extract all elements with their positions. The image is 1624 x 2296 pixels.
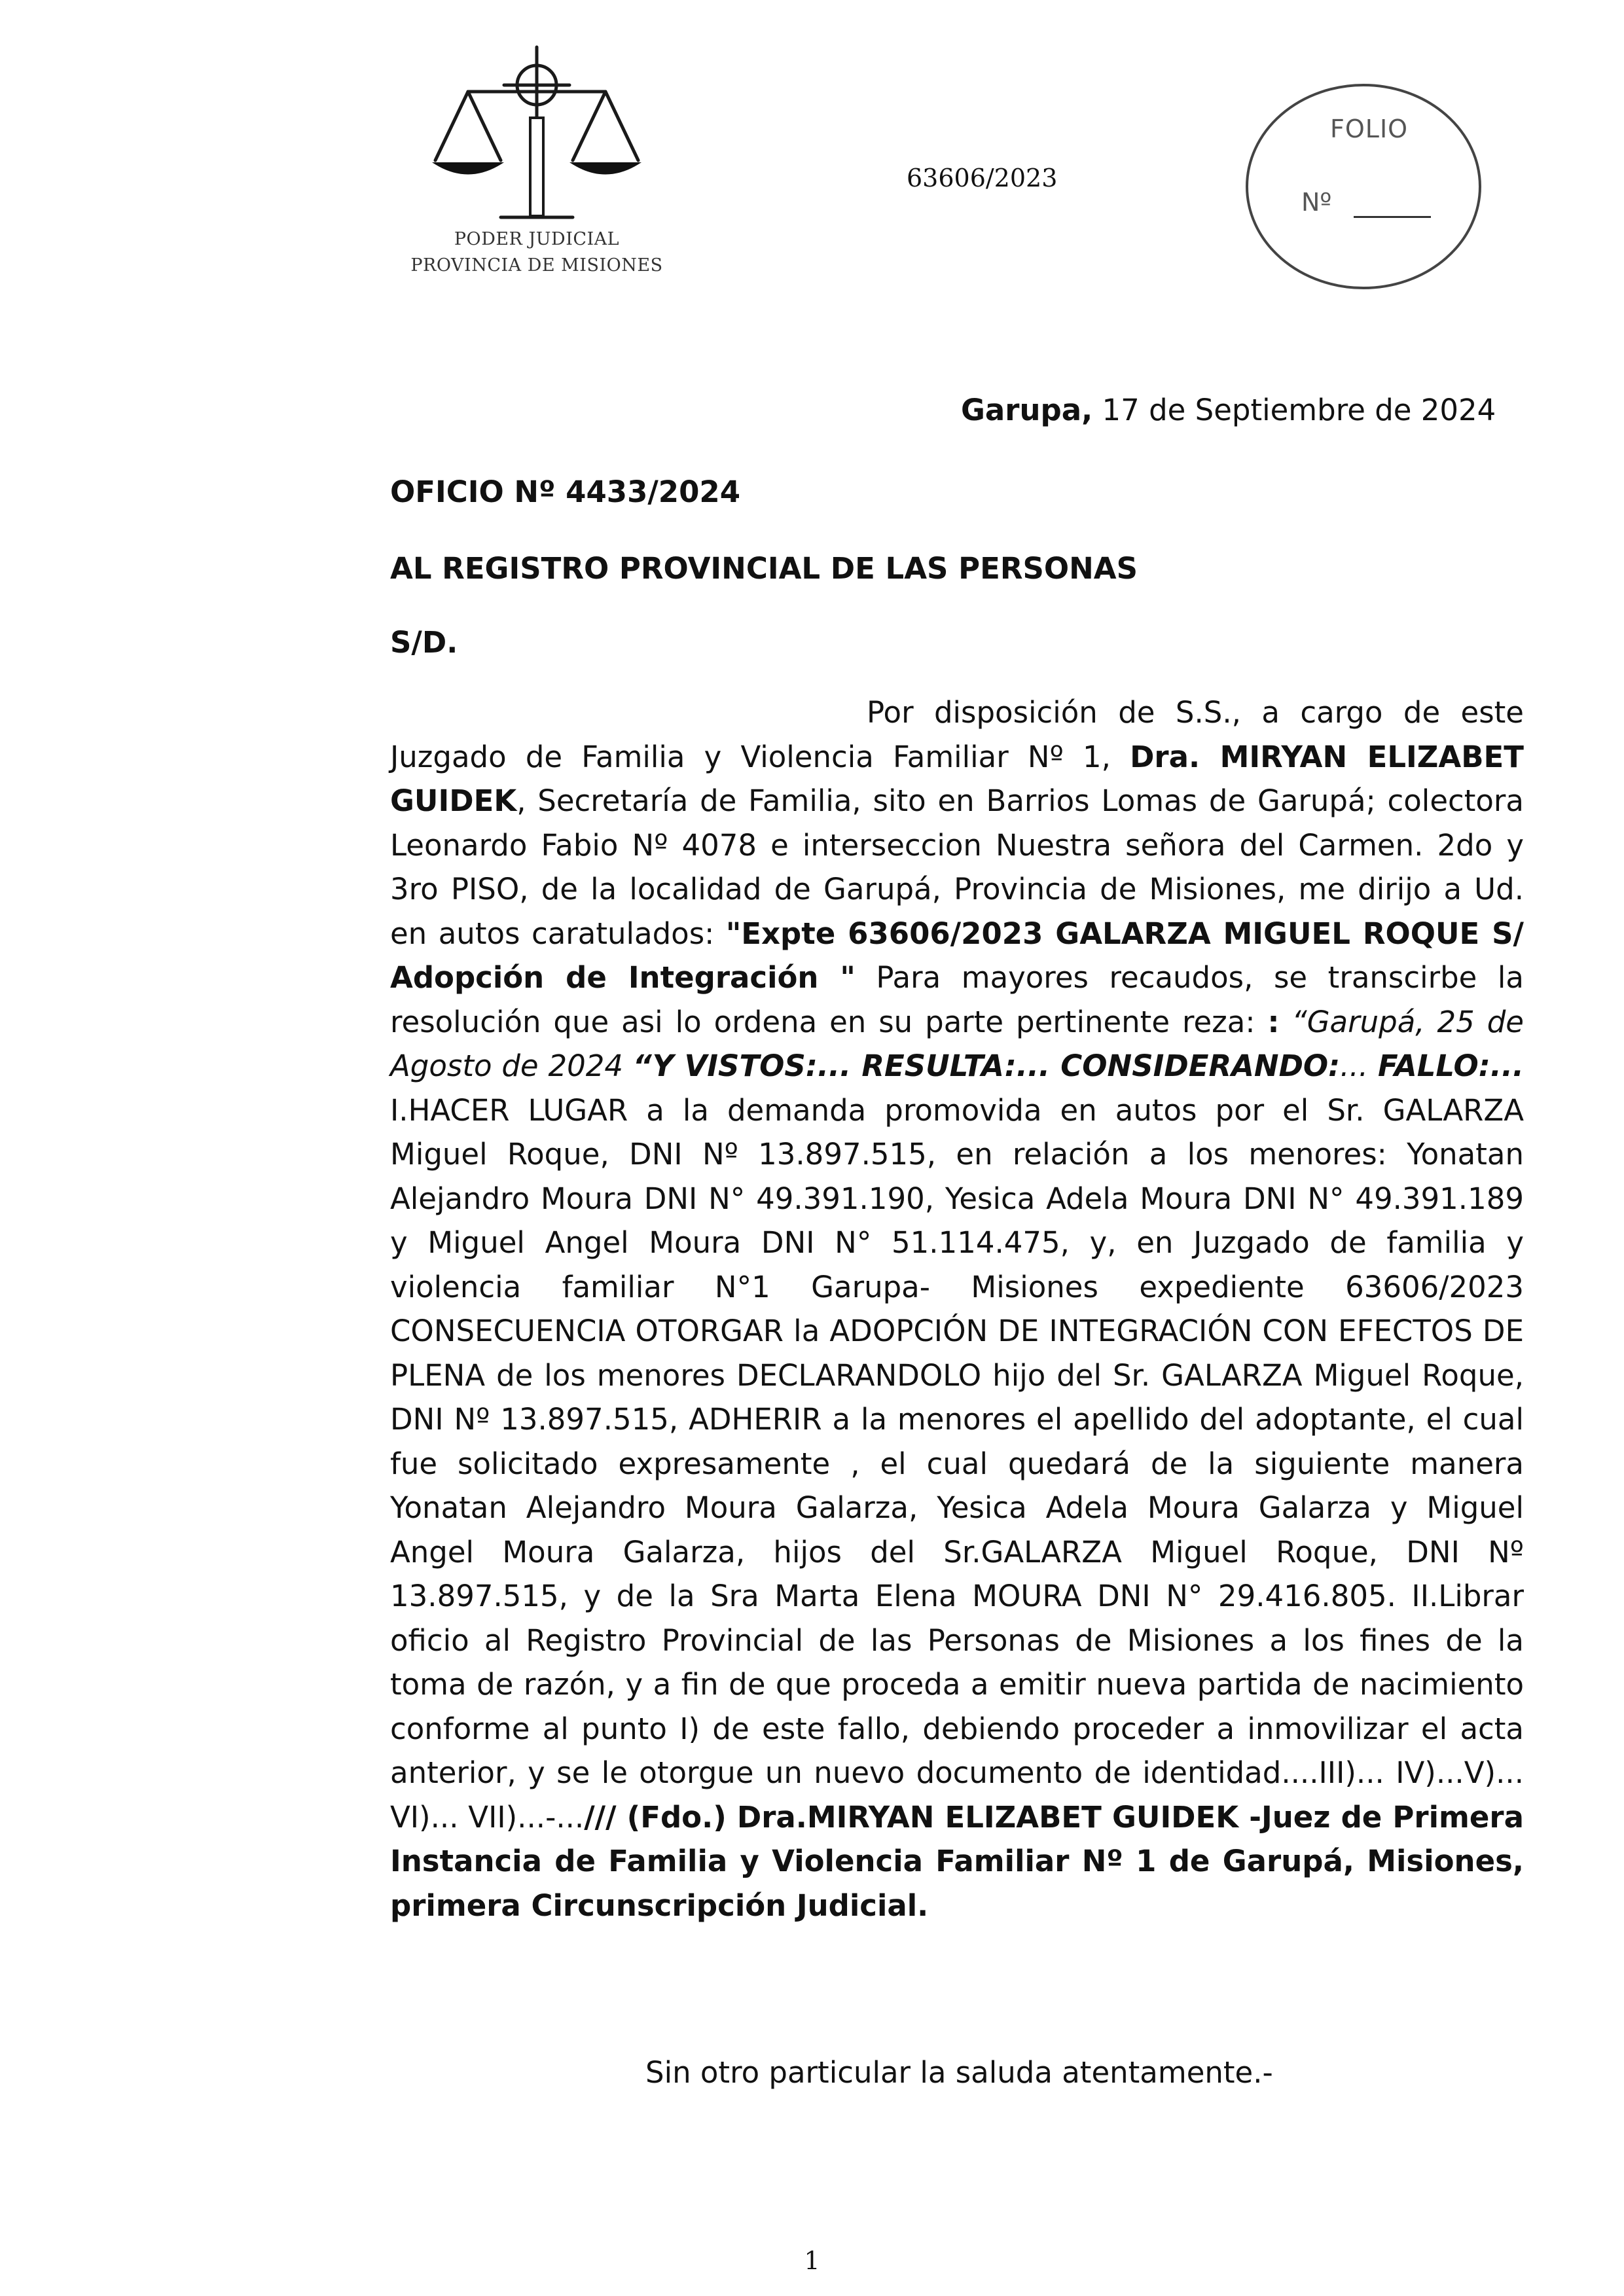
recipient: AL REGISTRO PROVINCIAL DE LAS PERSONAS bbox=[390, 551, 1138, 586]
date-line bbox=[961, 393, 1496, 427]
ellipsis: ... bbox=[1340, 1049, 1378, 1083]
date-place: Garupa, bbox=[961, 393, 1093, 427]
date-text: 17 de Septiembre de 2024 bbox=[1092, 393, 1496, 427]
stamp-number-label: Nº bbox=[1301, 188, 1332, 217]
closing-line: Sin otro particular la saluda atentamente.- bbox=[645, 2055, 1273, 2090]
judge-name: Dra. MIRYAN ELIZABET GUIDEK bbox=[390, 739, 1524, 818]
scales-of-justice-icon bbox=[406, 39, 668, 229]
page-number: 1 bbox=[804, 2246, 820, 2275]
body-intro: Por disposición de S.S., a cargo de este Juzgado de Familia y Violencia Familiar Nº 1, bbox=[390, 695, 1524, 774]
transcription-intro: Para mayores recaudos, se transcirbe la resolución que asi lo ordena en su parte pertinente reza: bbox=[390, 960, 1524, 1039]
vistos-resulta-considerando: “Y VISTOS:... RESULTA:... CONSIDERANDO: bbox=[632, 1049, 1341, 1083]
colon: : bbox=[1267, 1004, 1280, 1039]
folio-stamp bbox=[1244, 82, 1483, 291]
quote-date: “Garupá, 25 de Agosto de 2024 bbox=[390, 1004, 1524, 1083]
sd-line: S/D. bbox=[390, 625, 458, 660]
stamp-folio-label: FOLIO bbox=[1330, 115, 1409, 143]
case-number: 63606/2023 bbox=[907, 164, 1058, 192]
stamp-number-line bbox=[1354, 216, 1431, 218]
case-title: "Expte 63606/2023 GALARZA MIGUEL ROQUE S/ Adopción de Integración " bbox=[390, 916, 1524, 995]
logo-text-provincia: PROVINCIA DE MISIONES bbox=[410, 255, 663, 276]
fallo-label: FALLO:... bbox=[1377, 1049, 1525, 1083]
stamp-circle-icon bbox=[1244, 82, 1483, 291]
resolution-text: I.HACER LUGAR a la demanda promovida en autos por el Sr. GALARZA Miguel Roque, DNI Nº 13.897.515, en relación a los menores: Yonatan Alejandro Moura DNI N° 49.391.190, Yesica Adela Moura DNI N° 49.391.189 y Miguel Angel Moura DNI N° 51.114.475, y, en Juzgado de familia y violencia familiar N°1 Garupa- Misiones expediente 63606/2023 CONSECUENCIA OTORGAR la ADOPCIÓN DE INTEGRACIÓN CON EFECTOS DE PLENA de los menores DECLARANDOLO hijo del Sr. GALARZA Miguel Roque, DNI Nº 13.897.515, ADHERIR a la menores el apellido del adoptante, el cual fue solicitado expresamente , el cual quedará de la siguiente manera Yonatan Alejandro Moura Galarza, Yesica Adela Moura Galarza y Miguel Angel Moura Galarza, hijos del Sr.GALARZA Miguel Roque, DNI Nº 13.897.515, y de la Sra Marta Elena MOURA DNI N° 29.416.805. II.Librar oficio al Registro Provincial de las Personas de Misiones a los fines de la toma de razón, y a fin de que proceda a emitir nueva partida de nacimiento conforme al punto I) de este fallo, debiendo proceder a inmovilizar el acta anterior, y se le otorgue un nuevo documento de identidad....III)... IV)...V)... VI)... VII)...-... bbox=[390, 1092, 1524, 1835]
signature-block: /// (Fdo.) Dra.MIRYAN ELIZABET GUIDEK -Juez de Primera Instancia de Familia y Violencia Familiar Nº 1 de Garupá, Misiones, primera Circunscripción Judicial. bbox=[390, 1799, 1524, 1923]
poder-judicial-logo bbox=[406, 39, 668, 295]
logo-text-poder-judicial: PODER JUDICIAL bbox=[454, 229, 620, 249]
oficio-number: OFICIO Nº 4433/2024 bbox=[390, 475, 741, 509]
court-address: , Secretaría de Familia, sito en Barrios Lomas de Garupá; colectora Leonardo Fabio Nº 4078 e interseccion Nuestra señora del Carmen. 2do y 3ro PISO, de la localidad de Garupá, Provincia de Misiones, me dirijo a Ud. en autos caratulados: bbox=[390, 783, 1524, 951]
body-paragraph bbox=[390, 691, 1524, 1928]
